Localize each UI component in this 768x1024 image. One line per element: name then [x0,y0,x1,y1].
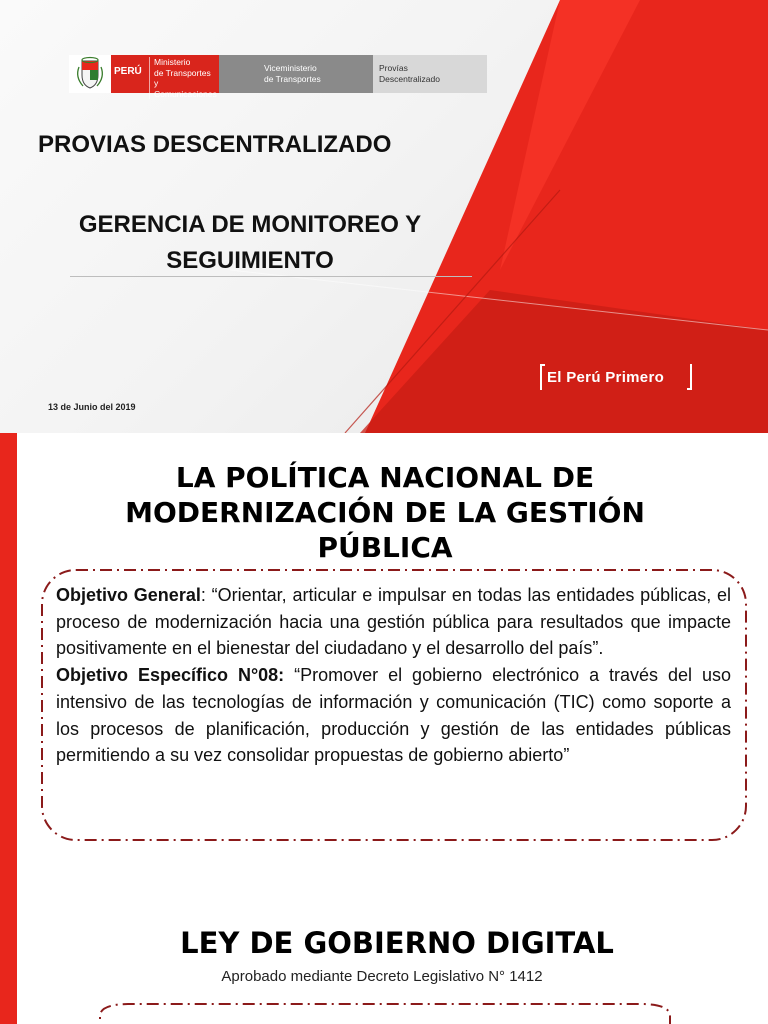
specific-objective-text: “Promover el gobierno electrónico a través del uso intensivo de las tecnologías de información y comunicación (TIC) como soporte a los procesos de planificación, producción y gestión de las entidades públicas permitiendo a su vez consolidar propuestas de gobierno abierto” [56,665,731,766]
cover-subtitle: GERENCIA DE MONITOREO Y SEGUIMIENTO [78,211,422,274]
general-objective-label: Objetivo General [56,585,201,605]
policy-title: LA POLÍTICA NACIONAL DE MODERNIZACIÓN DE LA GESTIÓN PÚBLICA [125,461,645,564]
divider [70,276,472,277]
digital-government-slide [0,866,768,1024]
specific-objective-label: Objetivo Específico N°08: [56,665,285,686]
general-objective-text: : “Orientar, articular e impulsar en todas las entidades públicas, el proceso de modernización hacia una gestión pública para resultados que impacte positivamente en el bienestar del ciudadano y el desarrollo del país”. [56,585,732,659]
dashed-rounded-border [0,866,768,1024]
general-objective [56,582,731,662]
red-side-bar [0,433,17,866]
coat-of-arms-icon [69,55,111,93]
agency-logo [373,55,487,93]
law-subtitle: Aprobado mediante Decreto Legislativo N° 1412 [221,968,543,985]
cover-slide [0,0,768,433]
specific-objective [56,662,731,769]
ministry-name: Ministerio de Transportes y Comunicaciones [149,57,219,99]
policy-slide [0,433,768,866]
brand-text: El Perú Primero [547,369,665,386]
cover-date: 13 de Junio del 2019 [48,402,136,412]
objectives-box [40,568,748,842]
peru-ministry-logo [111,55,219,99]
government-logo-band [69,55,487,99]
cover-title: PROVIAS DESCENTRALIZADO [38,131,392,158]
law-title: LEY DE GOBIERNO DIGITAL [180,926,614,960]
vice-ministry-logo [219,55,373,93]
el-peru-primero-logo [540,364,692,390]
peru-word: PERÚ [114,66,142,77]
agency-name: Provías Descentralizado [379,63,440,84]
vice-ministry-name: Viceministerio de Transportes [264,63,321,84]
objectives-text [56,582,731,769]
